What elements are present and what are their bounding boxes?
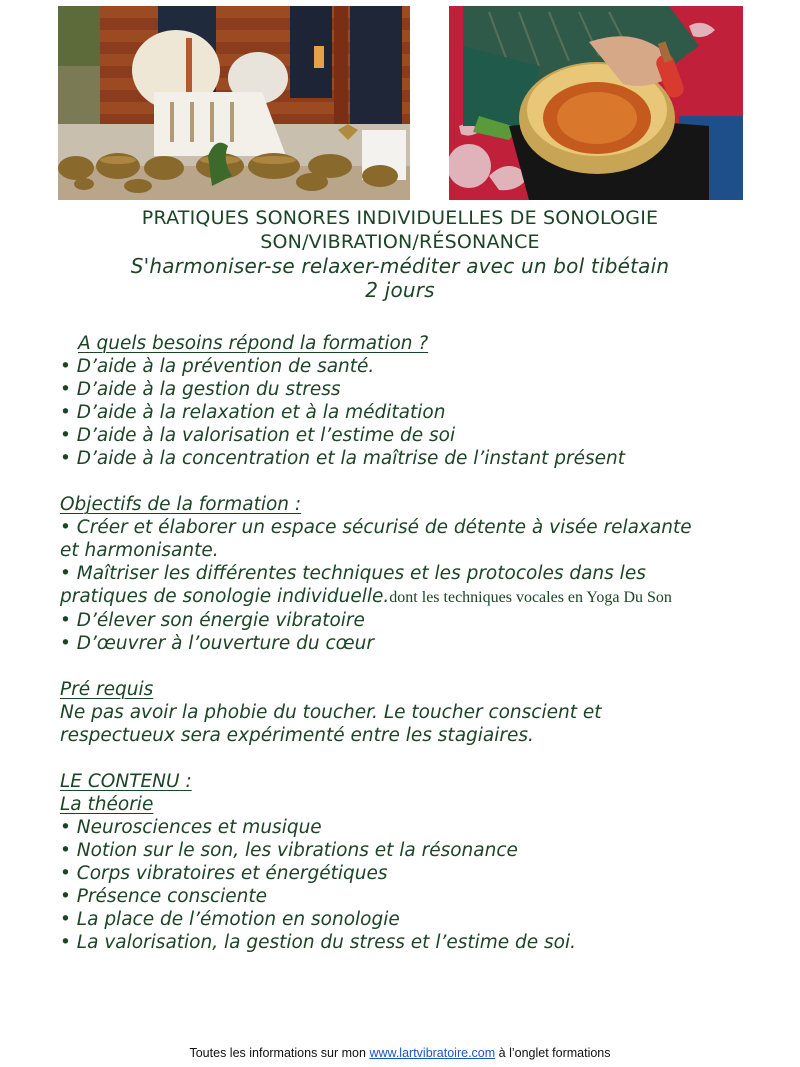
title-subtitle: SON/VIBRATION/RÉSONANCE xyxy=(260,231,540,253)
objectifs-item: • Créer et élaborer un espace sécurisé de détente à visée relaxante xyxy=(60,517,692,538)
footer xyxy=(0,1046,800,1060)
besoins-item: • D’aide à la valorisation et l’estime de soi xyxy=(60,425,456,446)
spacer xyxy=(60,470,800,493)
photo-tibetan-bowl-playing xyxy=(449,6,743,200)
title-duration: 2 jours xyxy=(365,278,435,302)
contenu-item: • La place de l’émotion en sonologie xyxy=(60,909,400,930)
contenu-heading: LE CONTENU : xyxy=(60,771,192,792)
contenu-item: • Présence consciente xyxy=(60,886,268,907)
objectifs-item-tail: dont les techniques vocales en Yoga Du Son xyxy=(389,589,672,606)
besoins-item: • D’aide à la gestion du stress xyxy=(60,379,341,400)
title-tagline: S'harmoniser-se relaxer-méditer avec un bol tibétain xyxy=(130,254,670,278)
besoins-heading: A quels besoins répond la formation ? xyxy=(78,333,429,354)
photo-singing-bowls-cabin xyxy=(58,6,410,200)
objectifs-item-text: pratiques de sonologie individuelle. xyxy=(60,586,390,607)
besoins-item: • D’aide à la relaxation et à la méditation xyxy=(60,402,446,423)
objectifs-item-continued: et harmonisante. xyxy=(60,540,219,561)
prerequis-heading: Pré requis xyxy=(60,679,154,700)
footer-suffix: à l’onglet formations xyxy=(495,1046,611,1060)
objectifs-heading: Objectifs de la formation : xyxy=(60,494,302,515)
footer-prefix: Toutes les informations sur mon xyxy=(189,1046,370,1060)
objectifs-item: • D’œuvrer à l’ouverture du cœur xyxy=(60,633,375,654)
spacer xyxy=(60,655,800,678)
besoins-item: • D’aide à la prévention de santé. xyxy=(60,356,375,377)
contenu-subheading: La théorie xyxy=(60,794,154,815)
title-main: PRATIQUES SONORES INDIVIDUELLES DE SONOLOGIE xyxy=(141,207,659,229)
objectifs-item: • D’élever son énergie vibratoire xyxy=(60,610,365,631)
contenu-item: • La valorisation, la gestion du stress et l’estime de soi. xyxy=(60,932,577,953)
tibetan-bowl-image xyxy=(449,6,743,200)
objectifs-item-continued xyxy=(60,585,800,609)
besoins-item: • D’aide à la concentration et la maîtrise de l’instant présent xyxy=(60,448,625,469)
prerequis-text: Ne pas avoir la phobie du toucher. Le toucher conscient et xyxy=(60,702,602,723)
website-link[interactable]: www.lartvibratoire.com xyxy=(369,1046,496,1060)
singing-bowls-scene-image xyxy=(58,6,410,200)
contenu-item: • Corps vibratoires et énergétiques xyxy=(60,863,388,884)
prerequis-text: respectueux sera expérimenté entre les stagiaires. xyxy=(60,725,534,746)
document-body xyxy=(60,332,800,954)
contenu-item: • Neurosciences et musique xyxy=(60,817,322,838)
spacer xyxy=(60,747,800,770)
contenu-item: • Notion sur le son, les vibrations et la résonance xyxy=(60,840,518,861)
title-block xyxy=(0,206,800,302)
objectifs-item: • Maîtriser les différentes techniques et les protocoles dans les xyxy=(60,563,646,584)
